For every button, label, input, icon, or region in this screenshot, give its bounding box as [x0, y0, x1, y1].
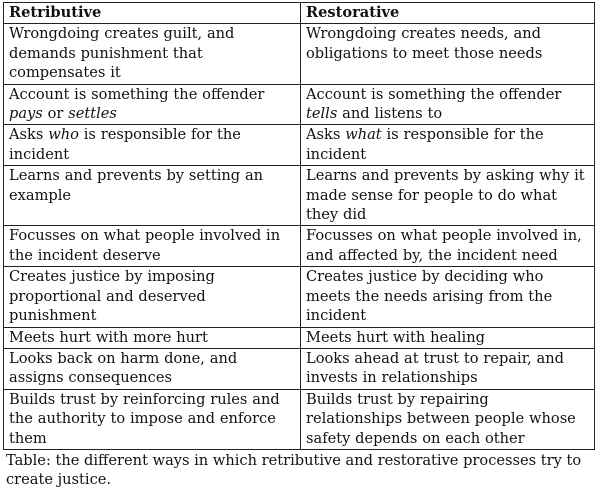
table-row: [4, 389, 595, 449]
cell-text: [9, 329, 208, 346]
text-run: Account is something the offender: [9, 85, 265, 103]
text-run: and listens to: [337, 105, 443, 123]
restorative-cell: [301, 348, 595, 389]
text-run: Creates justice by deciding who meets the needs arising from the incident: [306, 268, 553, 325]
retributive-cell: [4, 125, 301, 166]
cell-text: [306, 329, 485, 346]
text-run: Wrongdoing creates guilt, and demands punishment that compensates it: [9, 25, 235, 82]
table-header-row: [4, 3, 595, 24]
table-body: [4, 24, 595, 450]
table-row: [4, 267, 595, 327]
restorative-cell: [301, 226, 595, 267]
text-run: Wrongdoing creates needs, and obligations to meet those needs: [306, 25, 543, 62]
text-run: Account is something the offender: [306, 85, 562, 103]
cell-text: [9, 391, 280, 447]
cell-text: [306, 167, 585, 223]
retributive-cell: [4, 348, 301, 389]
cell-text: [306, 350, 564, 386]
restorative-cell: [301, 389, 595, 449]
table-row: [4, 24, 595, 84]
cell-text: [306, 391, 576, 447]
document-page: [3, 2, 598, 490]
text-run: Learns and prevents by asking why it made sense for people to do what they did: [306, 167, 585, 224]
text-run: Focusses on what people involved in, and affected by, the incident need: [306, 227, 582, 264]
retributive-cell: [4, 327, 301, 348]
table-row: [4, 348, 595, 389]
restorative-cell: [301, 166, 595, 226]
text-run: Builds trust by reinforcing rules and the authority to impose and enforce them: [9, 390, 280, 447]
text-run: Looks ahead at trust to repair, and invests in relationships: [306, 349, 564, 387]
table-row: [4, 226, 595, 267]
restorative-cell: [301, 84, 595, 125]
cell-text: [9, 86, 264, 122]
retributive-cell: [4, 84, 301, 125]
cell-text: [9, 126, 241, 162]
emphasized-word: settles: [68, 105, 117, 123]
retributive-cell: [4, 24, 301, 84]
cell-text: [306, 25, 542, 61]
text-run: Builds trust by repairing relationships between people whose safety depends on each other: [306, 390, 576, 447]
retributive-cell: [4, 226, 301, 267]
text-run: Learns and prevents by setting an example: [9, 167, 264, 204]
text-run: Creates justice by imposing proportional and deserved punishment: [9, 268, 215, 325]
cell-text: [9, 268, 215, 324]
table-caption: Table: the different ways in which retributive and restorative processes try to create justice.: [6, 451, 582, 489]
text-run: Asks: [9, 126, 49, 144]
cell-text: [9, 350, 237, 386]
comparison-table: [3, 2, 595, 450]
cell-text: [306, 227, 582, 263]
text-run: Focusses on what people involved in the incident deserve: [9, 227, 281, 264]
cell-text: [9, 167, 263, 203]
retributive-cell: [4, 166, 301, 226]
restorative-cell: [301, 125, 595, 166]
header-retributive: Retributive: [4, 3, 301, 24]
text-run: Asks: [306, 126, 346, 144]
table-row: [4, 125, 595, 166]
restorative-cell: [301, 267, 595, 327]
text-run: Looks back on harm done, and assigns consequences: [9, 349, 238, 387]
retributive-cell: [4, 389, 301, 449]
emphasized-word: what: [345, 126, 382, 144]
text-run: is responsible for the incident: [9, 126, 241, 163]
text-run: is responsible for the incident: [306, 126, 544, 163]
emphasized-word: who: [48, 126, 79, 144]
text-run: Meets hurt with more hurt: [9, 328, 208, 346]
header-restorative: Restorative: [301, 3, 595, 24]
retributive-cell: [4, 267, 301, 327]
text-run: or: [42, 105, 69, 123]
cell-text: [306, 86, 561, 122]
cell-text: [306, 268, 552, 324]
emphasized-word: pays: [9, 105, 43, 123]
table-row: [4, 166, 595, 226]
emphasized-word: tells: [306, 105, 338, 123]
restorative-cell: [301, 24, 595, 84]
cell-text: [306, 126, 544, 162]
cell-text: [9, 25, 234, 81]
table-row: [4, 327, 595, 348]
text-run: Meets hurt with healing: [306, 328, 485, 346]
restorative-cell: [301, 327, 595, 348]
table-row: [4, 84, 595, 125]
cell-text: [9, 227, 280, 263]
